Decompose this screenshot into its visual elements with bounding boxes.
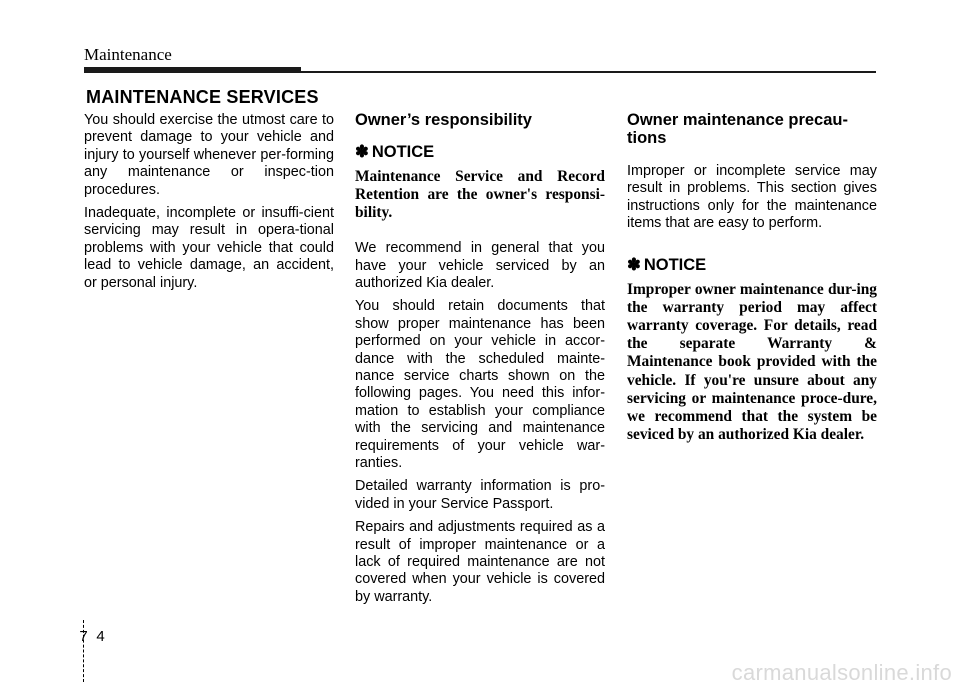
notice-text: Maintenance Service and Record Retention are the owner's responsi-bility. [355, 167, 605, 221]
notice-heading [355, 142, 605, 162]
section-heading: MAINTENANCE SERVICES [86, 87, 319, 107]
header-rule-thin [301, 71, 876, 73]
notice-label: NOTICE [371, 142, 435, 161]
notice-label: NOTICE [643, 255, 707, 274]
body-paragraph: Inadequate, incomplete or insuffi-cient servicing may result in opera-tional problems with your vehicle that could lead to vehicle damage, an accident, or personal injury. [84, 205, 334, 291]
body-paragraph: Detailed warranty information is pro-vided in your Service Passport. [355, 478, 605, 512]
page-number-value: 4 [96, 628, 105, 645]
notice-heading [627, 255, 877, 275]
body-paragraph: You should retain documents that show proper maintenance has been performed on your vehicle in accor-dance with the scheduled mainte-nance service charts shown on the following pages. You need this infor-mation to establish your compliance with the servicing and maintenance requirements of your vehicle war-ranties. [355, 298, 605, 471]
header-rule-thick [84, 67, 301, 73]
owner-maintenance-precautions-heading: Owner maintenance precau-tions [627, 111, 848, 147]
watermark: carmanualsonline.info [731, 660, 952, 685]
column-left [84, 112, 334, 298]
body-paragraph: You should exercise the utmost care to prevent damage to your vehicle and injury to yourself whenever per-forming any maintenance or inspec-tion procedures. [84, 112, 334, 198]
body-paragraph: Repairs and adjustments required as a result of improper maintenance or a lack of required maintenance are not covered when your vehicle is covered by warranty. [355, 519, 605, 605]
chapter-header-title: Maintenance [84, 45, 172, 64]
notice-star-icon: ✽ [355, 142, 369, 161]
body-paragraph: Improper or incomplete service may result in problems. This section gives instructions only for the maintenance items that are easy to perform. [627, 163, 877, 232]
chapter-number: 7 [79, 628, 88, 645]
column-middle [355, 112, 605, 612]
page-number [75, 628, 109, 646]
column-right [627, 112, 877, 460]
owners-responsibility-heading: Owner’s responsibility [355, 111, 532, 129]
body-paragraph: We recommend in general that you have your vehicle serviced by an authorized Kia dealer. [355, 240, 605, 291]
notice-star-icon: ✽ [627, 255, 641, 274]
notice-text: Improper owner maintenance dur-ing the warranty period may affect warranty coverage. For details, read the separate Warranty & Maintenance book provided with the vehicle. If you're unsure about any servicing or maintenance proce-dure, we recommend that the system be seviced by an authorized Kia dealer. [627, 280, 877, 444]
